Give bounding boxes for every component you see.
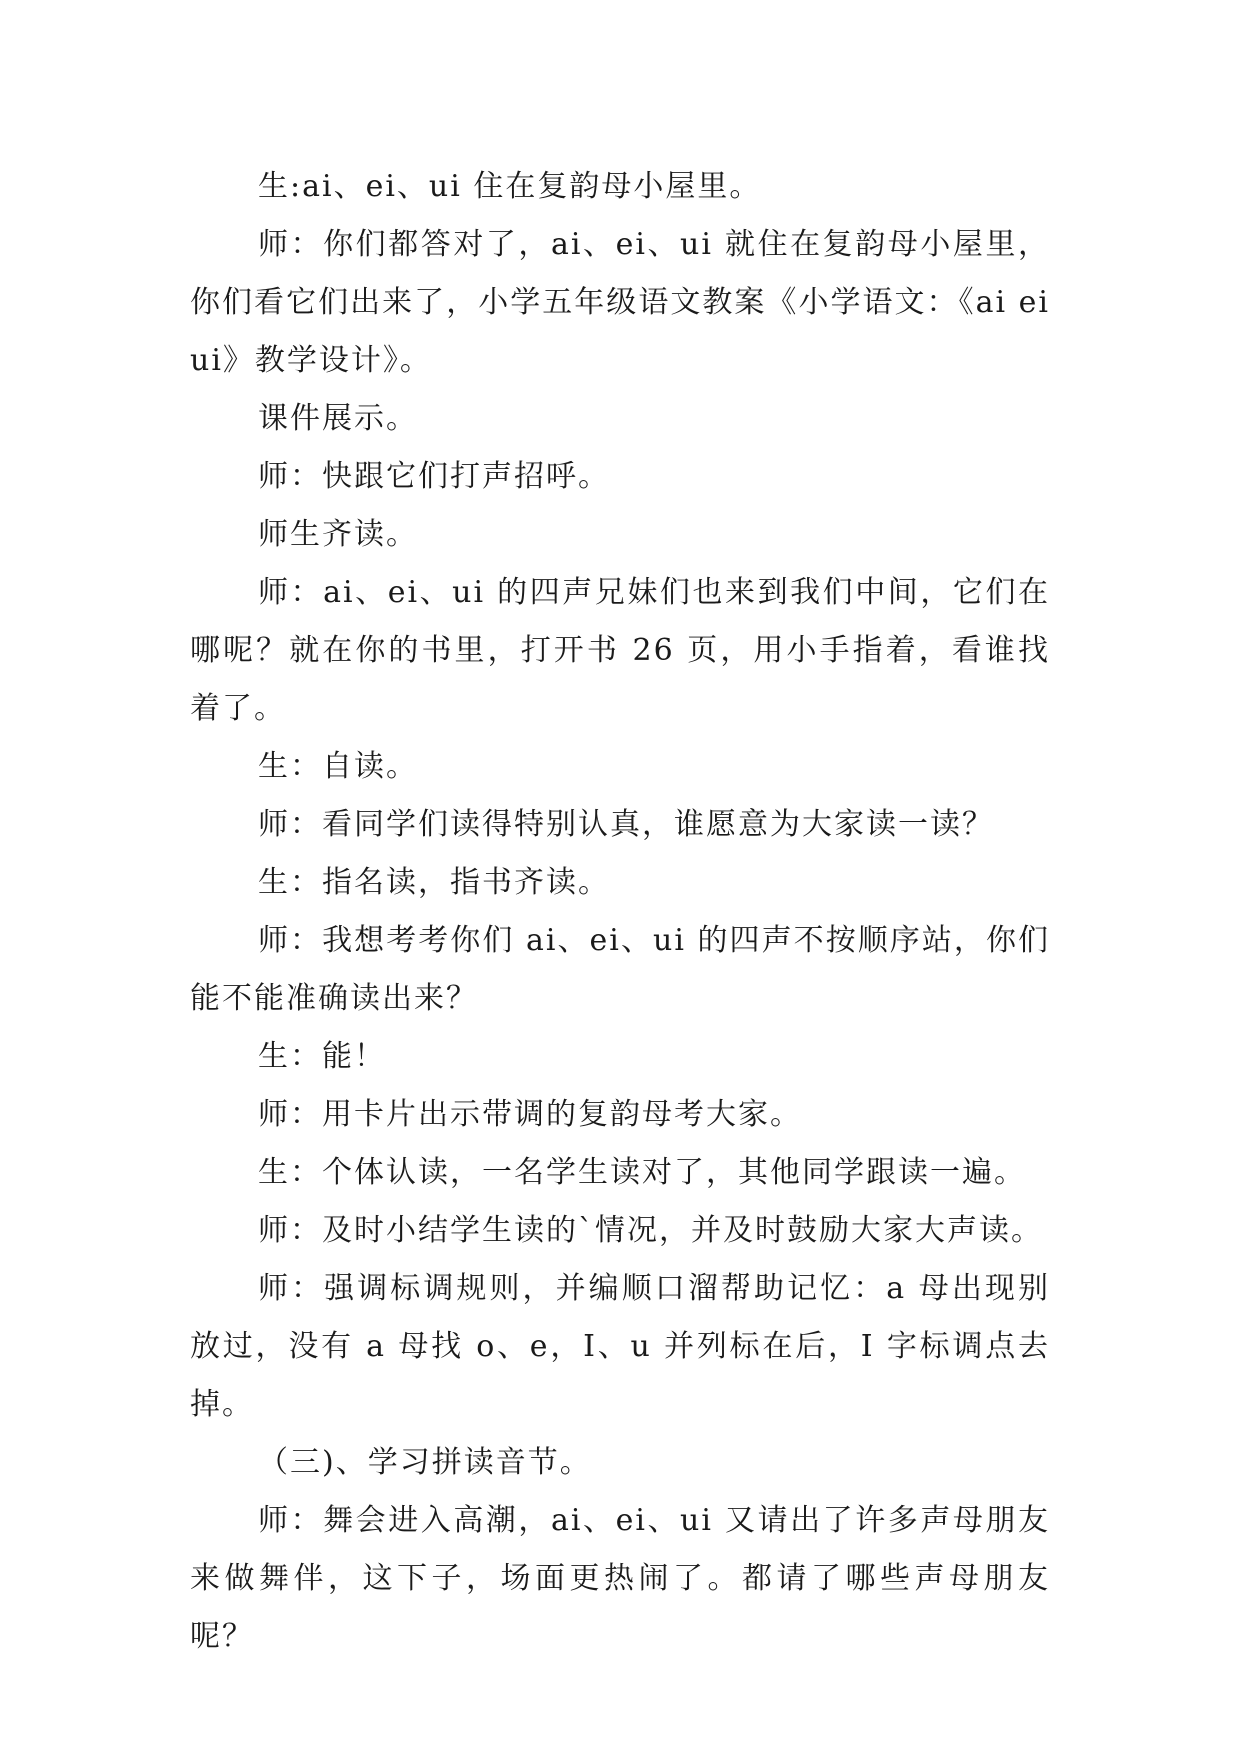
paragraph: 生:ai、ei、ui 住在复韵母小屋里。 — [258, 169, 762, 204]
paragraph: 生：能！ — [258, 1039, 386, 1074]
paragraph: 师：ai、ei、ui 的四声兄妹们也来到我们中间，它们在哪呢？就在你的书里，打开书 26 页，用小手指着，看谁找着了。 — [190, 575, 1050, 726]
paragraph: 生：个体认读，一名学生读对了，其他同学跟读一遍。 — [258, 1155, 1026, 1190]
paragraph: 师：及时小结学生读的`情况，并及时鼓励大家大声读。 — [258, 1213, 1043, 1248]
paragraph: 师：快跟它们打声招呼。 — [258, 459, 610, 494]
paragraph: 生：自读。 — [258, 749, 418, 784]
paragraph: 课件展示。 — [258, 401, 418, 436]
paragraph: 师：你们都答对了，ai、ei、ui 就住在复韵母小屋里，你们看它们出来了，小学五年级语文教案《小学语文：《ai ei ui》教学设计》。 — [190, 227, 1050, 378]
paragraph: 师：用卡片出示带调的复韵母考大家。 — [258, 1097, 802, 1132]
paragraph: 师：我想考考你们 ai、ei、ui 的四声不按顺序站，你们能不能准确读出来？ — [190, 923, 1050, 1016]
paragraph: 师：舞会进入高潮，ai、ei、ui 又请出了许多声母朋友来做舞伴，这下子，场面更热闹了。都请了哪些声母朋友呢？ — [190, 1503, 1050, 1654]
paragraph: （三)、学习拼读音节。 — [258, 1445, 592, 1480]
document-body — [190, 158, 1050, 1666]
paragraph: 师：看同学们读得特别认真，谁愿意为大家读一读？ — [258, 807, 994, 842]
paragraph: 师生齐读。 — [258, 517, 418, 552]
paragraph: 生：指名读，指书齐读。 — [258, 865, 610, 900]
paragraph: 师：强调标调规则，并编顺口溜帮助记忆：a 母出现别放过，没有 a 母找 o、e，I、u 并列标在后，I 字标调点去掉。 — [190, 1271, 1050, 1422]
